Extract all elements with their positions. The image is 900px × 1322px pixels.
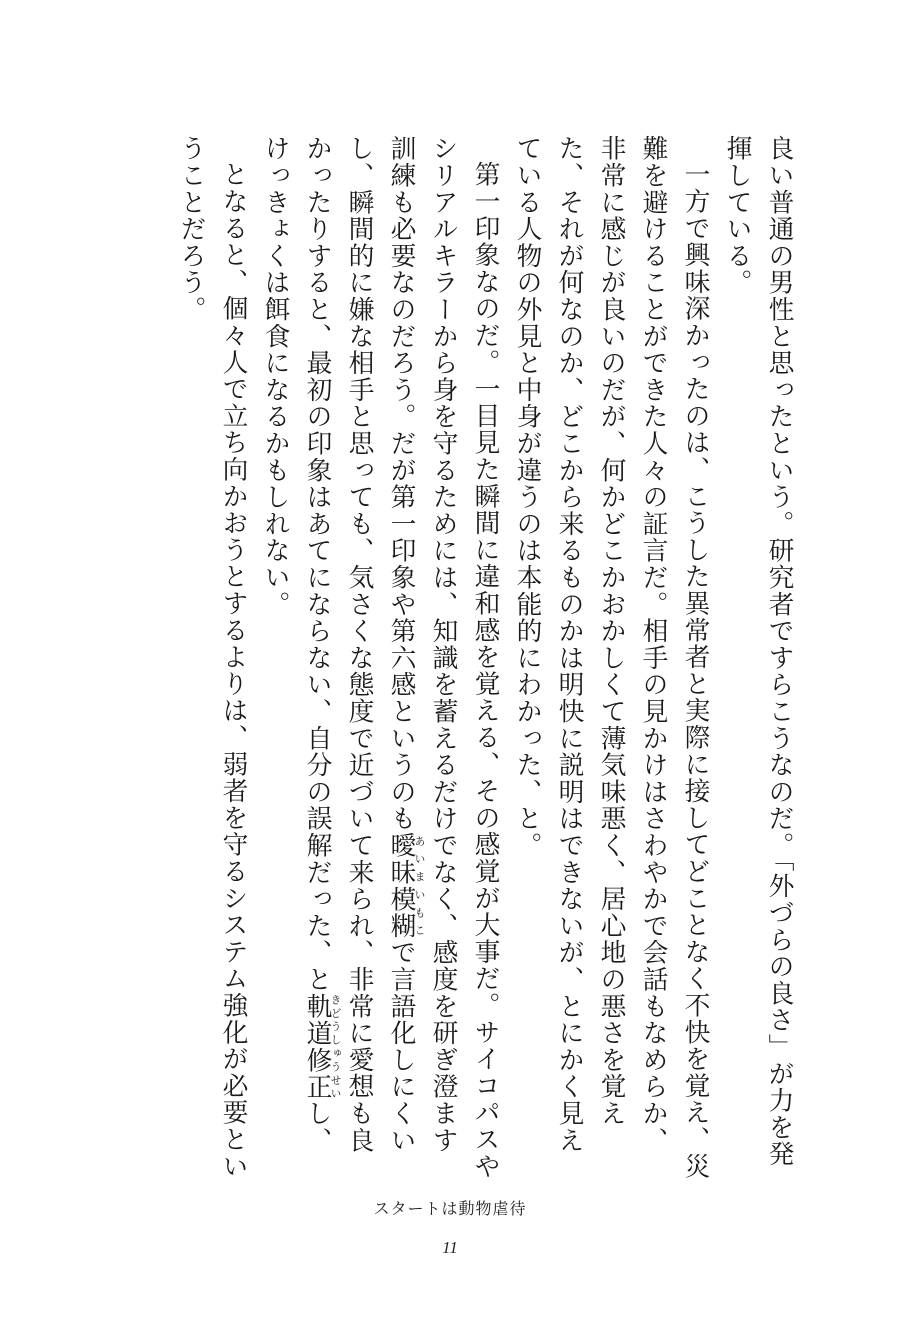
ruby-base: 曖昧模糊 [386, 831, 416, 940]
paragraph [254, 135, 506, 1180]
text-run: 一方で興味深かったのは、こうした異常者と実際に接してどことなく不快を覚え、災難を避けることができた人々の証言だ。相手の見かけはさわやかで会話もなめらか、非常に感じが良いのだが、何かどこかおかしくて薄気味悪く、居心地の悪さを覚えた、それが何なのか、どこから来るものかは明快に説明はできないが、とにかく見えている人物の外見と中身が違うのは本能的にわかった、と。 [512, 135, 710, 1180]
body-text [150, 135, 800, 1180]
running-title: スタートは動物虐待 [373, 1199, 527, 1218]
paragraph [716, 135, 800, 1180]
text-run: し、けっきょくは餌食になるかもしれない。 [260, 135, 332, 1154]
ruby-reading: きどうしゅうせい [329, 992, 343, 1100]
text-run: 良い普通の男性と思ったという。研究者ですらこうなのだ。「外づらの良さ」が力を発揮している。 [722, 135, 794, 1168]
paragraph [170, 135, 254, 1180]
ruby-annotated-term [386, 831, 427, 940]
ruby-reading: あいまいもこ [413, 831, 427, 940]
text-run: 第一印象なのだ。一目見た瞬間に違和感を覚える、その感覚が大事だ。サイコパスやシリアルキラーから身を守るためには、知識を蓄えるだけでなく、感度を研ぎ澄ます訓練も必要なのだろう。だが第一印象や第六感というのも [386, 135, 500, 1180]
text-run: となると、個々人で立ち向かおうとするよりは、弱者を守るシステム強化が必要ということだろう。 [176, 135, 248, 1180]
page-number: 11 [442, 1238, 458, 1257]
ruby-base: 軌道修正 [302, 992, 332, 1100]
paragraph [506, 135, 716, 1180]
text-run: で言語化しにくいし、瞬間的に嫌な相手と思っても、気さくな態度で近づいて来られ、非常に愛想も良かったりすると、最初の印象はあてにならない、自分の誤解だった、と [302, 135, 416, 1154]
ruby-annotated-term [302, 992, 343, 1100]
